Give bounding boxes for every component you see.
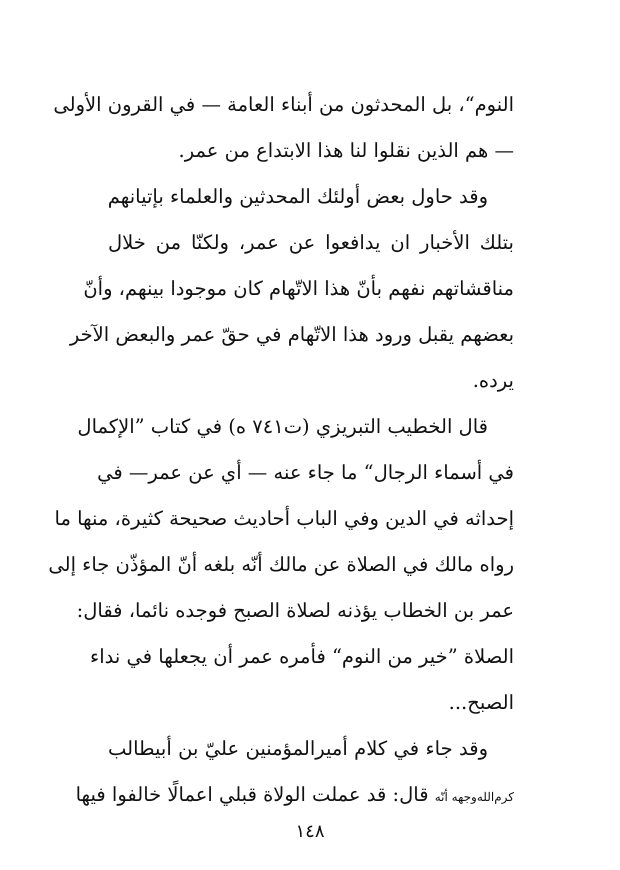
text-line-16-main: قال: قد عملت الولاة قبلي اعمالًا خالفوا فيها xyxy=(75,783,429,806)
text-line-16 xyxy=(75,780,514,812)
text-line-3: وقد حاول بعض أولئك المحدثين والعلماء بإتيانهم xyxy=(107,185,488,208)
text-line-13: الصلاة ”خير من النوم“ فأمره عمر أن يجعلها في نداء xyxy=(90,645,514,668)
text-line-9: في أسماء الرجال“ ما جاء عنه — أي عن عمر— في xyxy=(97,461,514,484)
text-line-5: مناقشاتهم نفهم بأنّ هذا الاتّهام كان موجودا بينهم، وأنّ xyxy=(83,277,514,300)
text-line-15: وقد جاء في كلام أميرالمؤمنين عليّ بن أبيطالب xyxy=(108,737,488,760)
text-line-10: إحداثه في الدين وفي الباب أحاديث صحيحة كثيرة، منها ما xyxy=(54,507,514,530)
text-line-8: قال الخطيب التبريزي (ت٧٤١ ه) في كتاب ”الإكمال xyxy=(77,415,488,438)
text-line-4: بتلك الأخبار ان يدافعوا عن عمر، ولكنّا من خلال xyxy=(108,231,514,254)
text-line-11: رواه مالك في الصلاة عن مالك أنّه بلغه أنّ المؤذّن جاء إلى xyxy=(48,553,514,576)
text-line-6: بعضهم يقبل ورود هذا الاتّهام في حقّ عمر والبعض الآخر xyxy=(69,323,514,346)
text-line-2: — هم الذين نقلوا لنا هذا الابتداع من عمر. xyxy=(178,139,514,162)
text-line-14: الصبح... xyxy=(448,691,514,714)
text-line-1: النوم“، بل المحدثون من أبناء العامة — في القرون الأولى xyxy=(53,93,514,116)
honorific-phrase: كرم‌الله‌وجهه أنّه xyxy=(434,790,514,804)
text-line-12: عمر بن الخطاب يؤذنه لصلاة الصبح فوجده نائما، فقال: xyxy=(76,599,514,622)
text-line-7: يرده. xyxy=(472,369,514,392)
page-number: ١٤٨ xyxy=(295,821,325,842)
